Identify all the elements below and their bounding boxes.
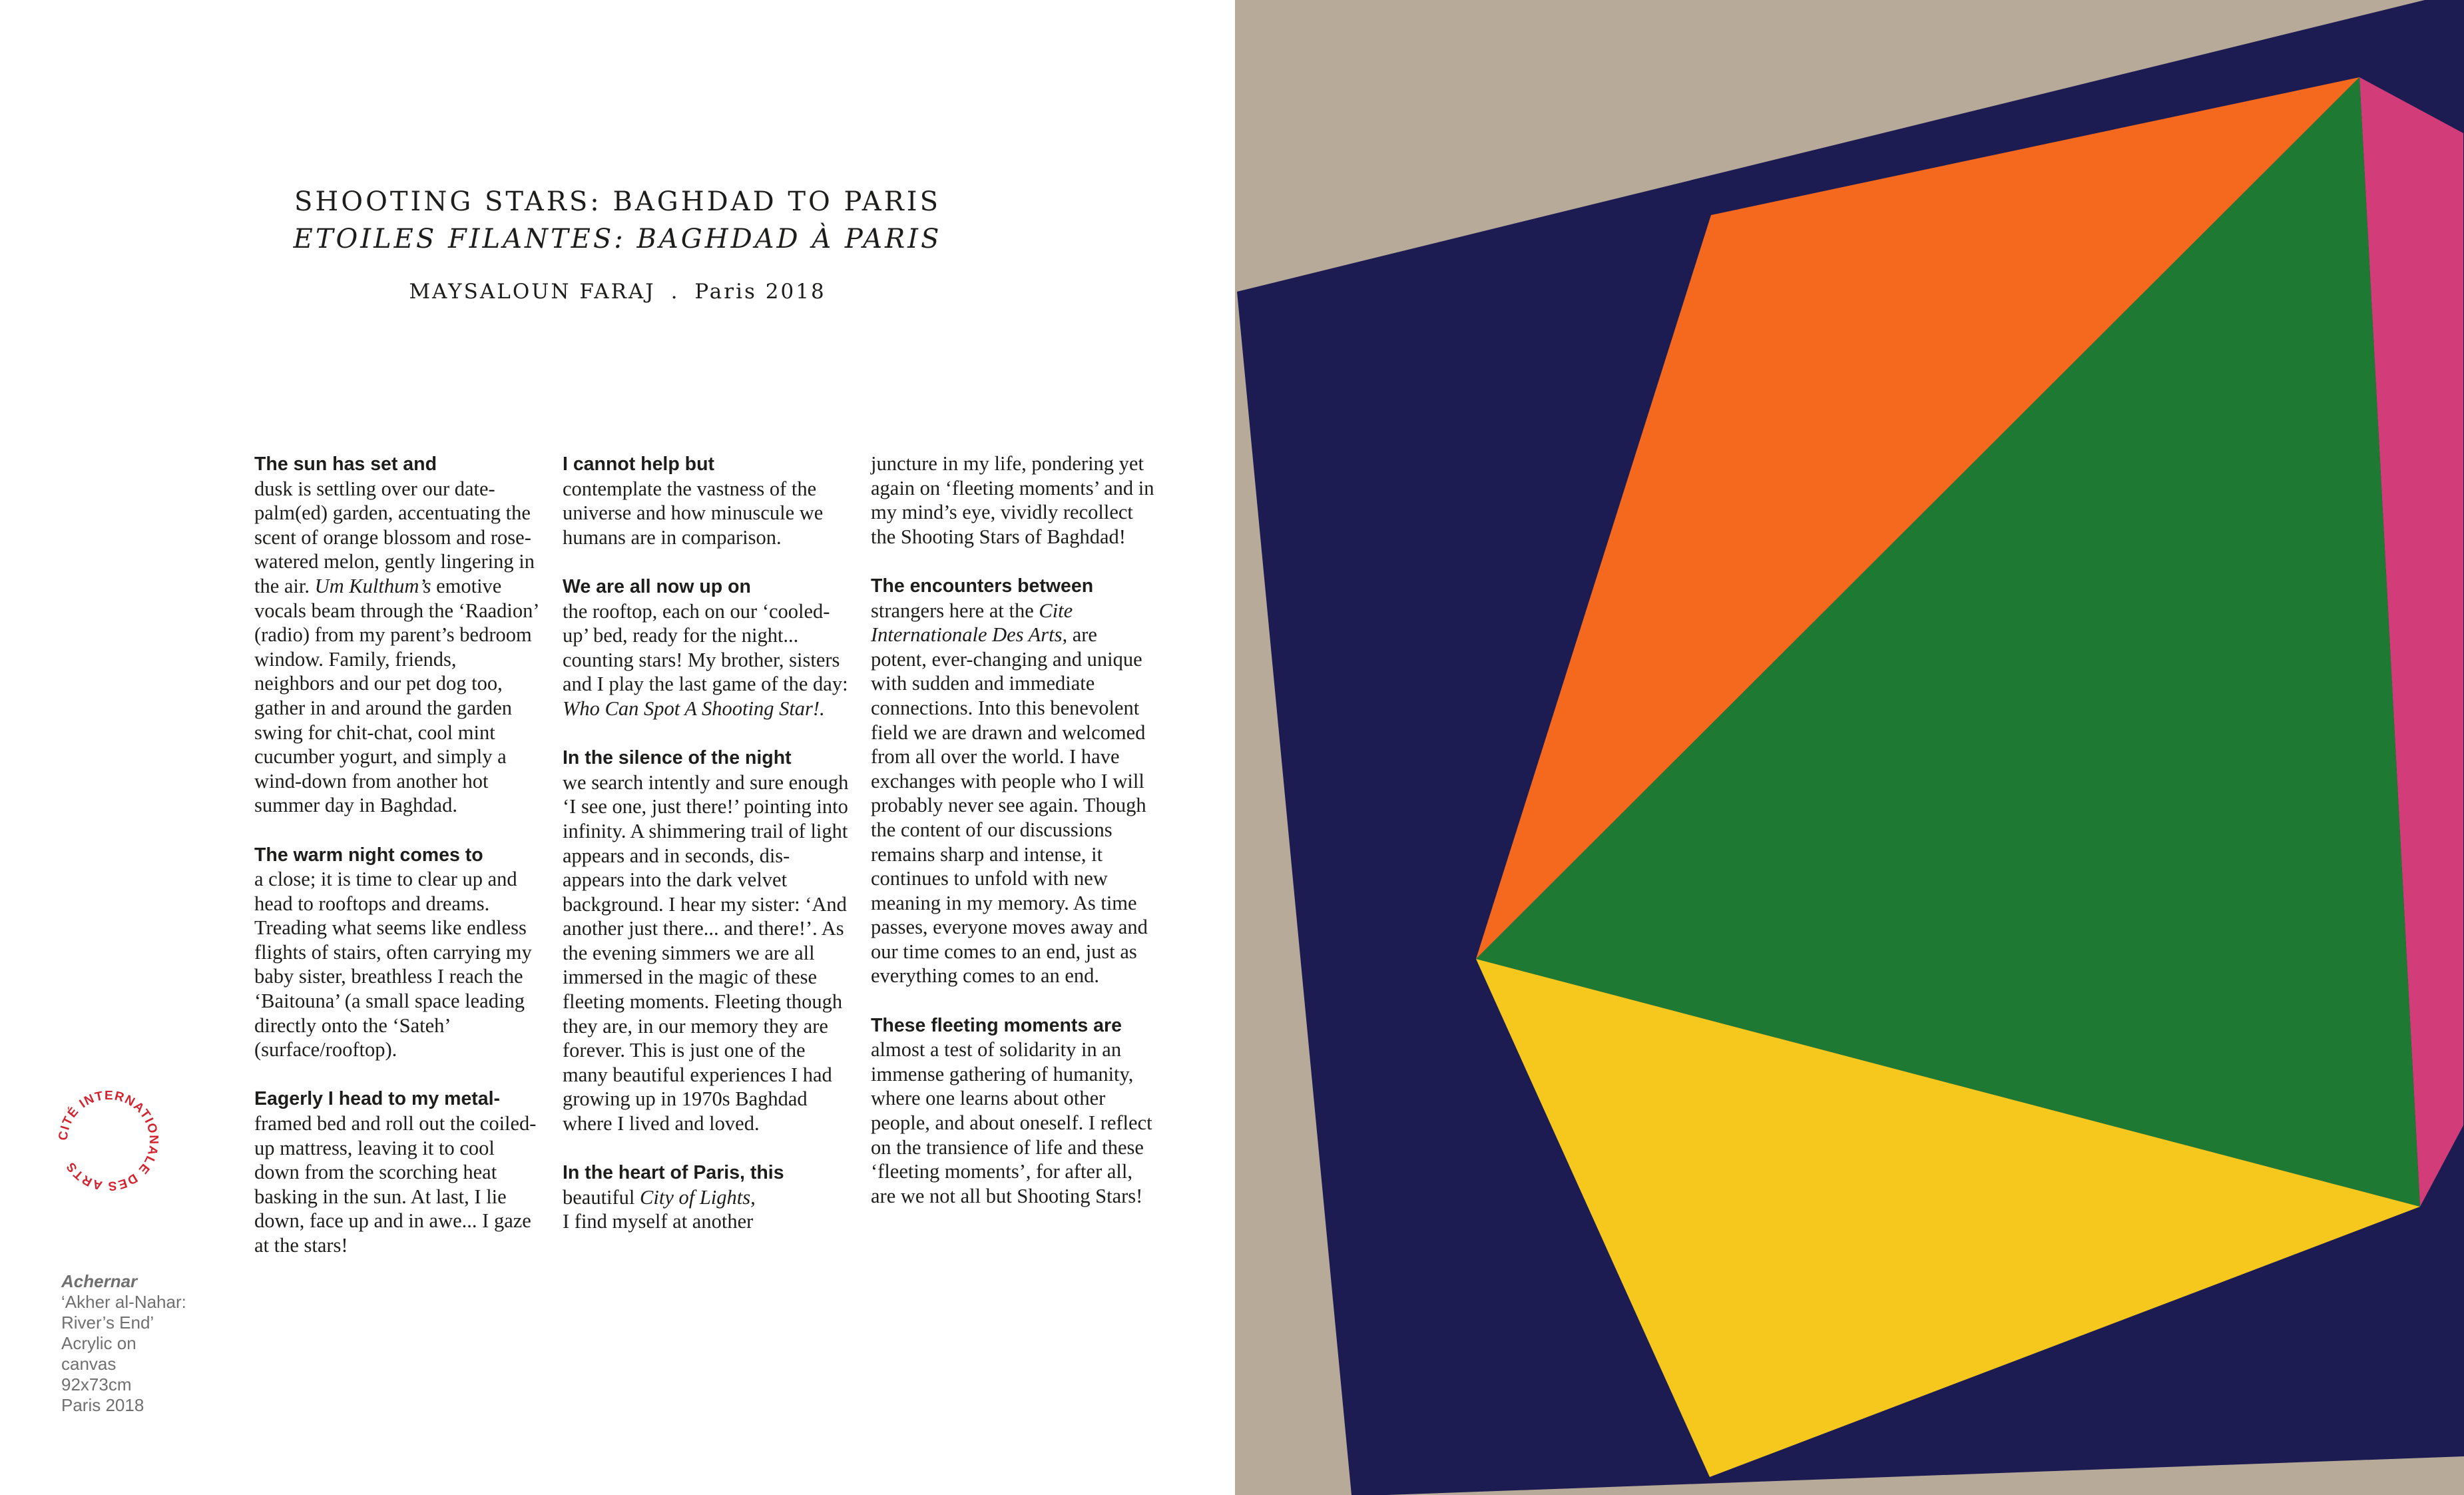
paragraph-body: beautiful bbox=[563, 1185, 635, 1209]
text-column-1 bbox=[254, 451, 541, 1282]
paragraph-emphasis: Who Can Spot A Shooting Star!. bbox=[563, 697, 825, 720]
paragraph bbox=[563, 745, 849, 1136]
paragraph-body: contemplate the vastness of the universe and how minuscule we humans are in comparison. bbox=[563, 477, 824, 549]
paragraph bbox=[871, 573, 1157, 988]
caption-place-year: Paris 2018 bbox=[61, 1395, 144, 1415]
author-name: MAYSALOUN FARAJ bbox=[409, 280, 656, 304]
paragraph-body-continued: I find myself at another bbox=[563, 1210, 754, 1233]
paragraph-emphasis: City of Lights, bbox=[640, 1185, 756, 1209]
paragraph bbox=[254, 451, 541, 818]
paragraph-body: juncture in my life, pondering yet again on ‘fleeting moments’ and in my mind’s eye, vividly recollect the Shooting Stars of Baghdad! bbox=[871, 452, 1154, 548]
paragraph-body: the rooftop, each on our ‘cooled-up’ bed, ready for the night... counting stars! My brother, sisters and I play the last game of the day: bbox=[563, 599, 848, 696]
paragraph-lead: The encounters between bbox=[871, 575, 1094, 597]
text-column-2 bbox=[563, 451, 849, 1259]
caption-size: 92x73cm bbox=[61, 1374, 132, 1394]
author-line bbox=[0, 280, 1235, 304]
paragraph-body: almost a test of solidarity in an immense gathering of humanity, where one learns about other people, and about oneself. I reflect on the transience of life and these ‘fleeting moments’, for after all, are we not all but Shooting Stars! bbox=[871, 1038, 1152, 1207]
paragraph bbox=[563, 1160, 849, 1234]
caption-subtitle-line1: ‘Akher al-Nahar: bbox=[61, 1292, 186, 1312]
paragraph bbox=[563, 574, 849, 721]
caption-subtitle-line2: River’s End’ bbox=[61, 1313, 154, 1333]
painting-page bbox=[1235, 0, 2464, 1495]
cite-internationale-des-arts-logo-icon bbox=[52, 1084, 165, 1197]
paragraph-body: a close; it is time to clear up and head to rooftops and dreams. Treading what seems like endless flights of stairs, often carrying my baby sister, breathless I reach the ‘Baitouna’ (a small space leading directly onto the ‘Sateh’ (surface/rooftop). bbox=[254, 868, 532, 1061]
paragraph-lead: I cannot help but bbox=[563, 453, 714, 475]
paragraph-lead: The warm night comes to bbox=[254, 844, 483, 866]
paragraph-emphasis: Cite Internationale Des Arts, bbox=[871, 599, 1073, 647]
paragraph-body: framed bed and roll out the coiled-up mattress, leaving it to cool down from the scorching heat basking in the sun. At last, I lie down, face up and in awe... I gaze at the stars! bbox=[254, 1112, 537, 1257]
paragraph bbox=[254, 842, 541, 1062]
text-column-3 bbox=[871, 451, 1157, 1233]
paragraph bbox=[254, 1086, 541, 1257]
painting-image bbox=[1235, 0, 2464, 1495]
paragraph bbox=[871, 451, 1157, 549]
paragraph bbox=[871, 1013, 1157, 1209]
author-place-year: Paris 2018 bbox=[694, 280, 826, 304]
paragraph-body: dusk is settling over our date-palm(ed) garden, accentuating the scent of orange blossom and rose-watered melon, gently lingering in the air. bbox=[254, 477, 535, 597]
paragraph-body-continued: are potent, ever-changing and unique with sudden and immediate connections. Into this benevolent field we are drawn and welcomed from all over the world. I have exchanges with people who I will probably never see again. Though the content of our discussions remains sharp and intense, it continues to unfold with new meaning in my memory. As time passes, everyone moves away and our time comes to an end, just as everything comes to an end. bbox=[871, 623, 1148, 988]
paragraph-lead: These fleeting moments are bbox=[871, 1014, 1122, 1036]
page-title-french: ETOILES FILANTES: BAGHDAD À PARIS bbox=[293, 224, 942, 254]
paragraph-body: strangers here at the bbox=[871, 599, 1034, 622]
svg-text:CITÉ INTERNATIONALE DES ARTS bbox=[57, 1089, 160, 1193]
paragraph-lead: Eagerly I head to my metal- bbox=[254, 1088, 501, 1110]
paragraph-lead: The sun has set and bbox=[254, 453, 437, 475]
artwork-caption bbox=[61, 1271, 194, 1416]
paragraph-lead: We are all now up on bbox=[563, 575, 751, 597]
paragraph bbox=[563, 451, 849, 549]
paragraph-body-continued: emotive vocals beam through the ‘Raadion’ (radio) from my parent’s bedroom window. Family, friends, neighbors and our pet dog too, gather in and around the garden swing for chit-chat, cool mint cucumber yogurt, and simply a wind-down from another hot summer day in Baghdad. bbox=[254, 574, 539, 817]
caption-title: Achernar bbox=[61, 1271, 138, 1291]
logo-text: CITÉ INTERNATIONALE DES ARTS bbox=[56, 1088, 161, 1193]
paragraph-lead: In the silence of the night bbox=[563, 747, 792, 769]
paragraph-lead: In the heart of Paris, this bbox=[563, 1162, 784, 1184]
paragraph-body: we search intently and sure enough ‘I see one, just there!’ pointing into infinity. A shimmering trail of light appears and in seconds, dis-appears into the dark velvet background. I hear my sister: ‘And another just there... and there!’. As the evening simmers we are all immersed in the magic of these fleeting moments. Fleeting though they are, in our memory they are forever. This is just one of the many beautiful experiences I had growing up in 1970s Baghdad where I lived and loved. bbox=[563, 770, 849, 1135]
paragraph-emphasis: Um Kulthum’s bbox=[314, 574, 431, 597]
author-separator: . bbox=[670, 280, 680, 304]
page-title: SHOOTING STARS: BAGHDAD TO PARIS bbox=[294, 186, 941, 217]
caption-medium: Acrylic on canvas bbox=[61, 1333, 136, 1374]
